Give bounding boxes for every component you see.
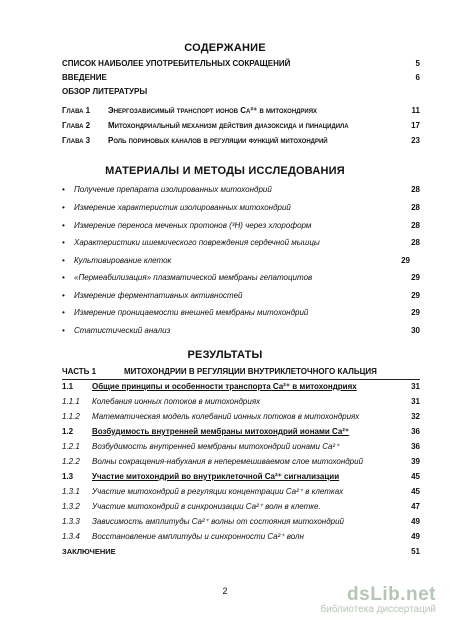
results-item-text: Участие митохондрий в синхронизации Ca²⁺ волн в клетке. (92, 502, 321, 511)
bullet-icon: • (62, 273, 65, 282)
results-item-number: 1.1 (62, 382, 74, 391)
results-item[interactable] (62, 425, 420, 439)
watermark (320, 584, 436, 615)
results-item-page: 47 (411, 502, 420, 511)
methods-item-page: 28 (411, 203, 420, 212)
page-title: СОДЕРЖАНИЕ (184, 42, 266, 54)
methods-section-title: МАТЕРИАЛЫ И МЕТОДЫ ИССЛЕДОВАНИЯ (105, 165, 345, 177)
chapter-page: 23 (411, 136, 420, 145)
results-item-page: 36 (411, 442, 420, 451)
toc-entry-label: ОБЗОР ЛИТЕРАТУРЫ (62, 87, 148, 96)
methods-item[interactable] (62, 324, 420, 338)
methods-item-page: 28 (411, 221, 420, 230)
results-item-page: 36 (411, 427, 420, 436)
conclusion-page: 51 (411, 547, 420, 556)
methods-item[interactable] (62, 219, 420, 233)
toc-entry-chapter-1[interactable] (62, 104, 420, 118)
bullet-icon: • (62, 238, 65, 247)
results-item[interactable] (62, 455, 420, 469)
results-item[interactable] (62, 515, 420, 529)
methods-item-page: 29 (401, 256, 410, 265)
methods-item-text: «Пермеабилизация» плазматической мембраны гепатоцитов (74, 273, 313, 282)
bullet-icon: • (62, 291, 65, 300)
conclusion-label: ЗАКЛЮЧЕНИЕ (62, 547, 116, 556)
methods-item[interactable] (62, 183, 420, 197)
toc-entry-abbreviations[interactable] (62, 57, 420, 71)
methods-item-text: Статистический анализ (74, 326, 171, 335)
chapter-page: 11 (411, 106, 420, 115)
methods-item[interactable] (62, 289, 420, 303)
results-part-heading[interactable] (62, 365, 420, 379)
results-item[interactable] (62, 410, 420, 424)
part-title: МИТОХОНДРИИ В РЕГУЛЯЦИИ ВНУТРИКЛЕТОЧНОГО КАЛЬЦИЯ (124, 367, 377, 376)
results-item-number: 1.3 (62, 472, 74, 481)
chapter-label: Глава 3 (62, 136, 91, 145)
methods-item[interactable] (62, 271, 420, 285)
methods-item-text: Измерение переноса меченых протонов (³H) через хлороформ (74, 221, 312, 230)
results-item-number: 1.1.1 (62, 397, 80, 406)
results-item[interactable] (62, 440, 420, 454)
bullet-icon: • (62, 326, 65, 335)
methods-item-page: 28 (411, 238, 420, 247)
methods-item-page: 29 (411, 273, 420, 282)
methods-item-text: Получение препарата изолированных митохондрий (74, 185, 272, 194)
results-item-number: 1.3.4 (62, 532, 80, 541)
results-item-number: 1.3.2 (62, 502, 80, 511)
toc-entry-introduction[interactable] (62, 71, 420, 85)
methods-item-text: Измерение проницаемости внешней мембраны митохондрий (74, 308, 309, 317)
toc-entry-conclusion[interactable] (62, 545, 420, 559)
toc-entry-page: 5 (415, 59, 420, 68)
toc-entry-chapter-3[interactable] (62, 134, 420, 148)
methods-item-page: 29 (411, 291, 420, 300)
results-item-text: Возбудимость внутренней мембраны митохондрий ионами Ca²⁺ (92, 427, 350, 436)
methods-item-page: 30 (411, 326, 420, 335)
chapter-page: 17 (411, 121, 420, 130)
methods-item-text: Измерение характеристик изолированных митохондрий (74, 203, 291, 212)
results-item[interactable] (62, 485, 420, 499)
results-item-page: 39 (411, 457, 420, 466)
results-item-page: 49 (411, 532, 420, 541)
results-item-text: Восстановление амплитуды и синхронности Ca²⁺ волн (92, 532, 304, 541)
results-item-number: 1.1.2 (62, 412, 80, 421)
chapter-title: Энергозависимый транспорт ионов Ca²⁺ в митохондриях (108, 106, 318, 115)
results-item-number: 1.3.1 (62, 487, 80, 496)
results-item-page: 31 (411, 382, 420, 391)
toc-entry-label: СПИСОК НАИБОЛЕЕ УПОТРЕБИТЕЛЬНЫХ СОКРАЩЕНИЙ (62, 59, 291, 68)
results-item-text: Волны сокращения-набухания в неперемешиваемом слое митохондрий (92, 457, 364, 466)
results-item[interactable] (62, 395, 420, 409)
methods-item-text: Культивирование клеток (74, 256, 172, 265)
watermark-logo: dsLib.net (347, 584, 436, 605)
methods-item[interactable] (62, 236, 420, 250)
results-item[interactable] (62, 530, 420, 544)
results-section-title: РЕЗУЛЬТАТЫ (187, 349, 263, 361)
methods-item[interactable] (62, 306, 420, 320)
results-item-page: 45 (411, 487, 420, 496)
results-item-number: 1.2.1 (62, 442, 80, 451)
results-item-number: 1.3.3 (62, 517, 80, 526)
watermark-subtitle: библиотека диссертаций (320, 604, 436, 615)
results-item-page: 45 (411, 472, 420, 481)
methods-item-page: 29 (411, 308, 420, 317)
results-item-text: Колебания ионных потоков в митохондриях (92, 397, 261, 406)
methods-item-text: Характеристики ишемического повреждения сердечной мышцы (74, 238, 320, 247)
results-item-text: Участие митохондрий в регуляции концентрации Ca²⁺ в клетках (92, 487, 344, 496)
results-item[interactable] (62, 380, 420, 394)
chapter-title: Роль пориновых каналов в регуляции функций митохондрий (108, 136, 328, 145)
results-item[interactable] (62, 470, 420, 484)
results-item-text: Общие принципы и особенности транспорта Ca²⁺ в митохондриях (92, 382, 357, 391)
methods-item[interactable] (62, 201, 420, 215)
chapter-label: Глава 1 (62, 106, 91, 115)
results-item-text: Участие митохондрий во внутриклеточной Ca²⁺ сигнализации (92, 472, 340, 481)
bullet-icon: • (62, 256, 65, 265)
bullet-icon: • (62, 308, 65, 317)
results-item-page: 49 (411, 517, 420, 526)
bullet-icon: • (62, 221, 65, 230)
toc-entry-chapter-2[interactable] (62, 119, 420, 133)
chapter-label: Глава 2 (62, 121, 91, 130)
chapter-title: Митохондриальный механизм действия диазоксида и пинацидила (108, 121, 349, 130)
results-item-number: 1.2.2 (62, 457, 80, 466)
toc-entry-label: ВВЕДЕНИЕ (62, 73, 107, 82)
toc-entry-page: 6 (415, 73, 420, 82)
bullet-icon: • (62, 185, 65, 194)
results-item-text: Математическая модель колебаний ионных потоков в митохондриях (92, 412, 360, 421)
page-number: 2 (222, 586, 228, 596)
results-item-text: Зависимость амплитуды Ca²⁺ волны от состояния митохондрий (92, 517, 344, 526)
methods-item-page: 28 (411, 185, 420, 194)
bullet-icon: • (62, 203, 65, 212)
results-item-text: Возбудимость внутренней мембраны митохондрий ионами Ca²⁺ (92, 442, 340, 451)
part-label: ЧАСТЬ 1 (62, 367, 97, 376)
methods-item-text: Измерение ферментативных активностей (74, 291, 243, 300)
results-item-number: 1.2 (62, 427, 74, 436)
toc-entry-literature-review[interactable] (62, 85, 420, 99)
methods-item[interactable] (62, 254, 420, 268)
results-item[interactable] (62, 500, 420, 514)
results-item-page: 31 (411, 397, 420, 406)
results-item-page: 32 (411, 412, 420, 421)
